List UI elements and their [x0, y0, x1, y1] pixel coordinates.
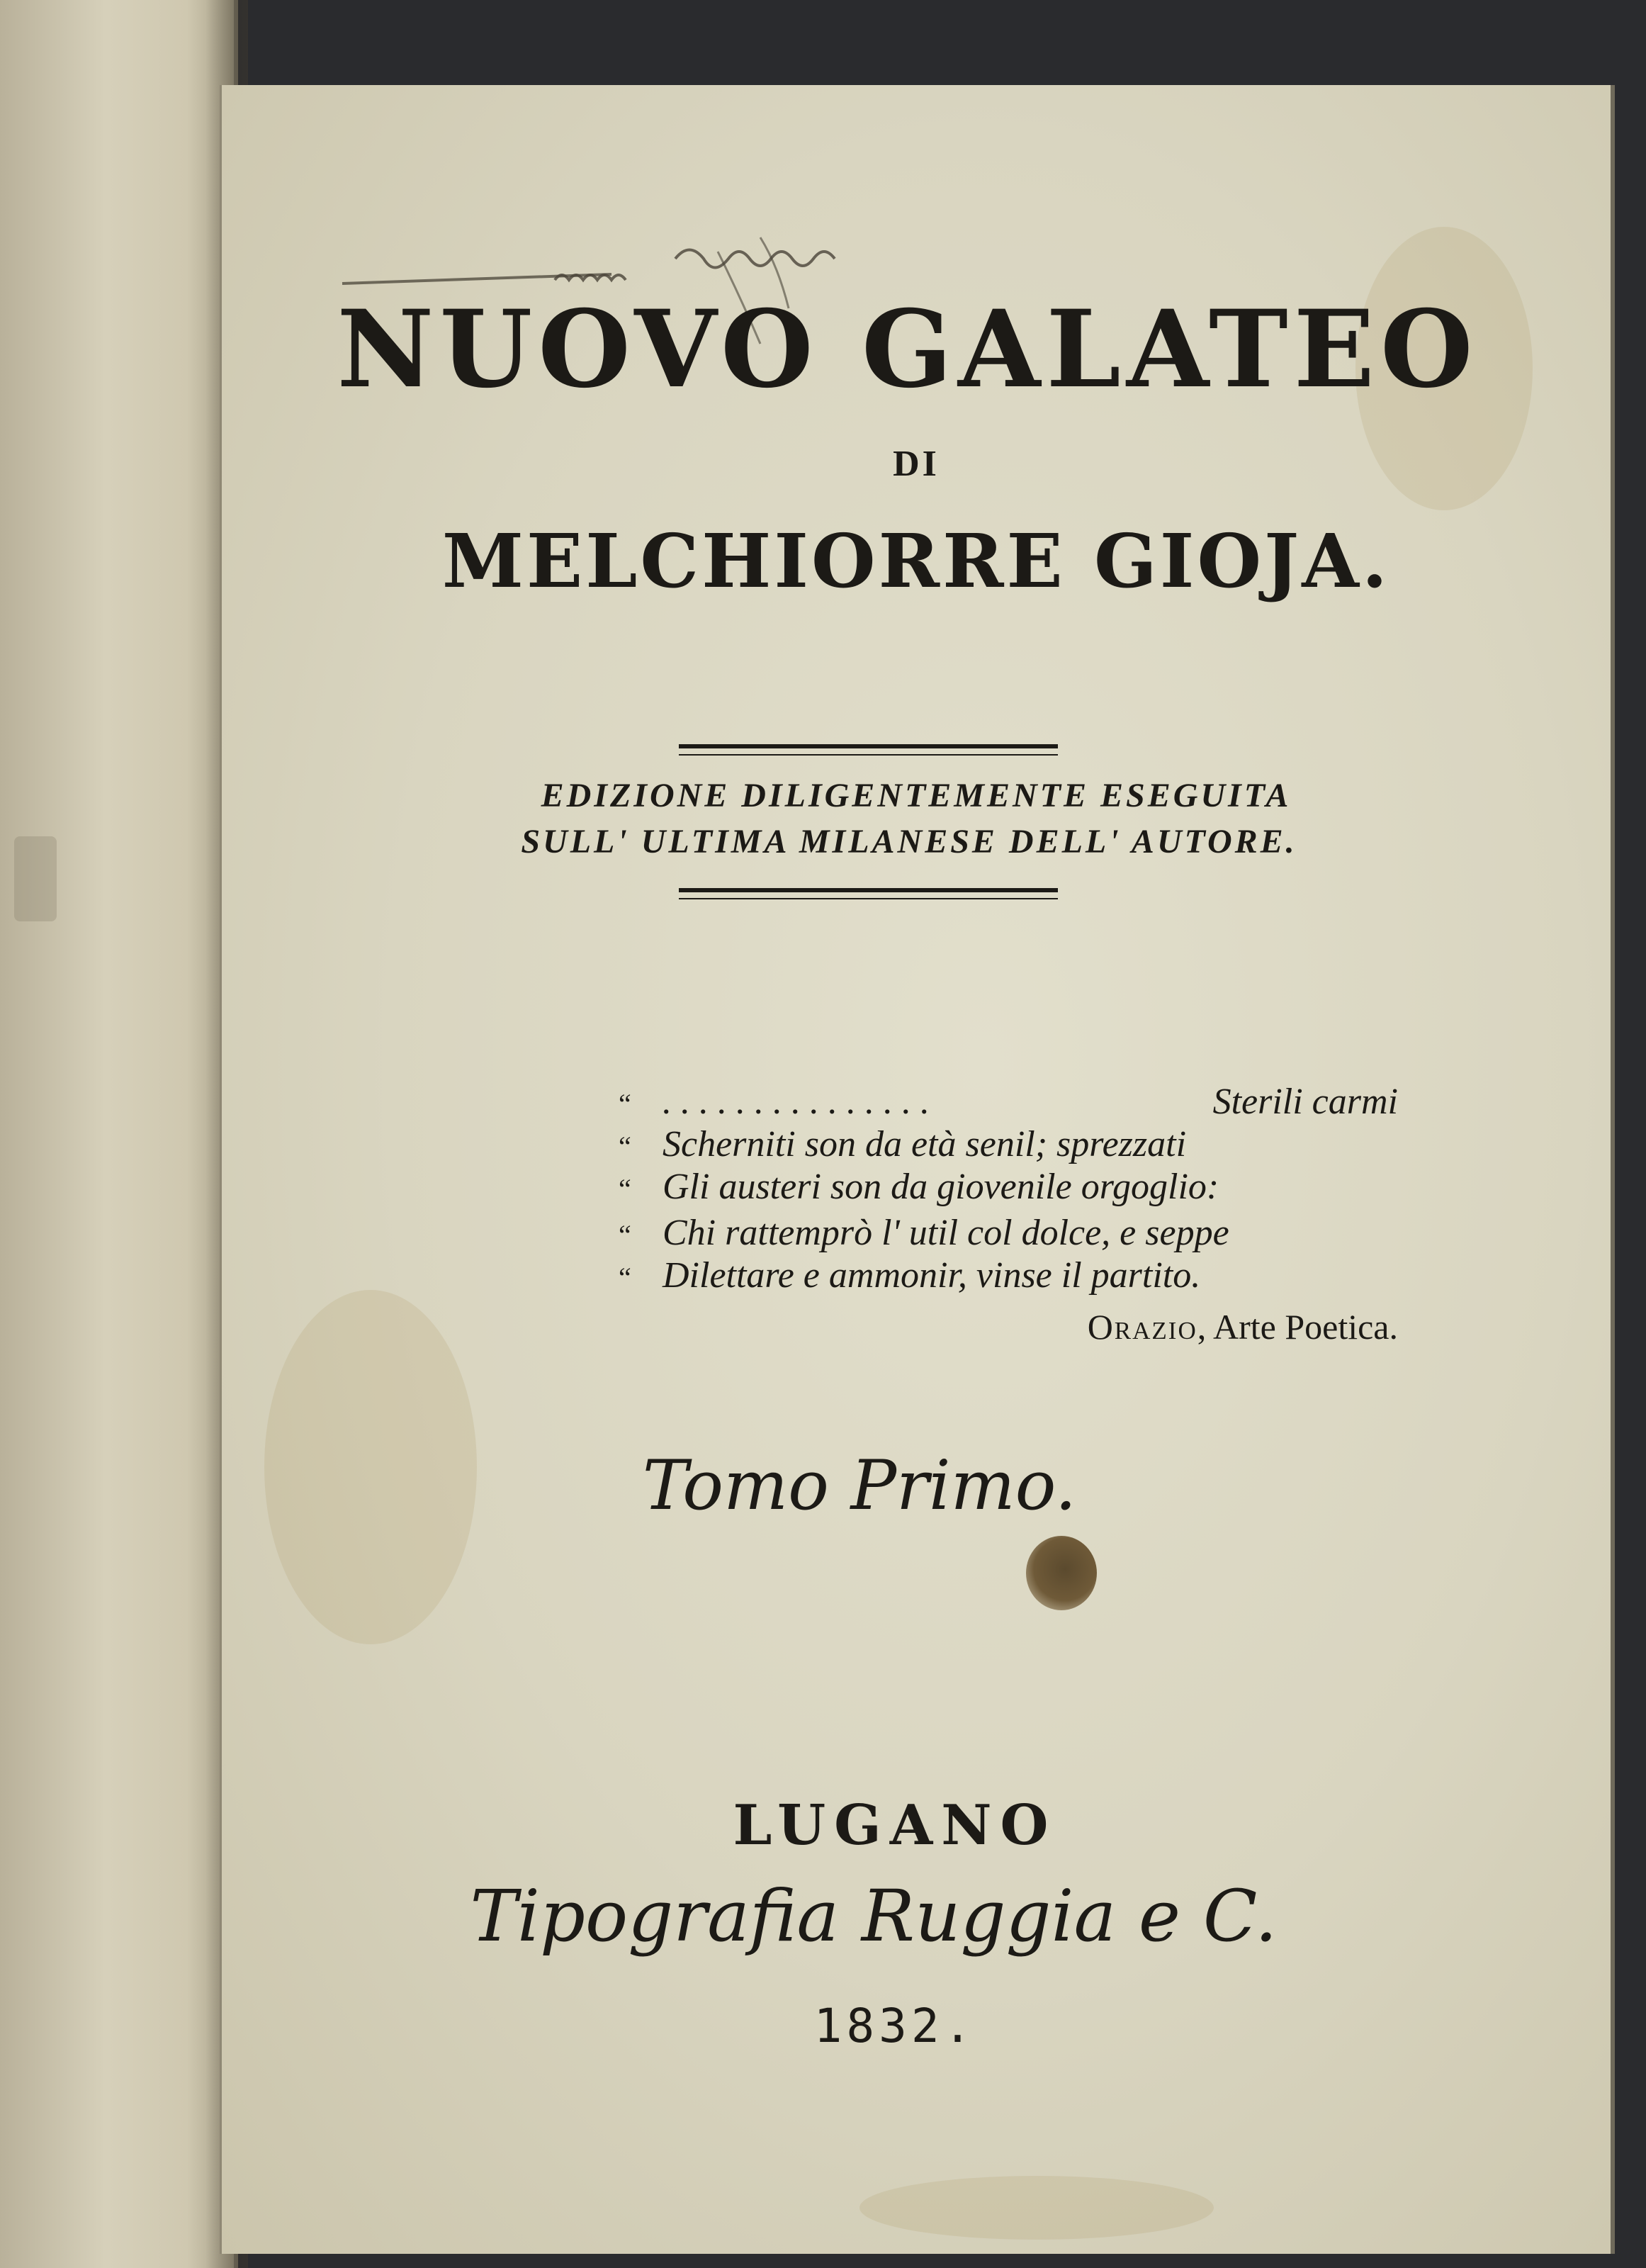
attribution-work: , Arte Poetica.	[1197, 1307, 1398, 1347]
epigraph-attribution	[619, 1306, 1398, 1347]
epigraph-text: Sterili carmi	[1212, 1082, 1398, 1122]
epigraph-text: Gli austeri son da giovenile orgoglio:	[663, 1167, 1219, 1207]
book-title: NUOVO GALATEO	[337, 287, 1479, 412]
title-page	[220, 85, 1611, 2254]
epigraph-line-2	[619, 1123, 1398, 1165]
ink-stain	[1026, 1536, 1097, 1610]
author-name: MELCHIORRE GIOJA.	[441, 517, 1391, 605]
edition-note-line-2: SULL' ULTIMA MILANESE DELL' AUTORE.	[521, 823, 1297, 860]
epigraph-line-1	[619, 1081, 1398, 1123]
quote-mark: “	[619, 1130, 631, 1162]
epigraph-line-4	[619, 1212, 1398, 1254]
epigraph-line-3	[619, 1166, 1398, 1208]
attribution-name: Orazio	[1087, 1307, 1197, 1347]
publication-city: LUGANO	[733, 1793, 1057, 1858]
quote-mark: “	[619, 1088, 631, 1120]
foxing-stain	[859, 2176, 1214, 2240]
epigraph-text: Chi rattemprò l' util col dolce, e seppe	[663, 1213, 1229, 1253]
publication-year: 1832.	[813, 1999, 976, 2053]
epigraph-text: Scherniti son da età senil; sprezzati	[663, 1124, 1187, 1164]
bleed-through-mark	[14, 836, 57, 921]
double-rule-bottom	[679, 888, 1058, 899]
epigraph-line-5	[619, 1254, 1398, 1296]
quote-mark: “	[619, 1262, 631, 1293]
epigraph-text: Dilettare e ammonir, vinse il partito.	[663, 1255, 1201, 1296]
quote-mark: “	[619, 1219, 631, 1251]
edition-note-line-1: EDIZIONE DILIGENTEMENTE ESEGUITA	[541, 777, 1292, 814]
double-rule-top	[679, 744, 1058, 756]
ellipsis-dots: . . . . . . . . . . . . . . .	[663, 1082, 930, 1122]
printer-name: Tipografia Ruggia e C.	[470, 1875, 1278, 1958]
quote-mark: “	[619, 1173, 631, 1205]
volume-label: Tomo Primo.	[642, 1446, 1077, 1525]
preposition: DI	[893, 444, 940, 484]
